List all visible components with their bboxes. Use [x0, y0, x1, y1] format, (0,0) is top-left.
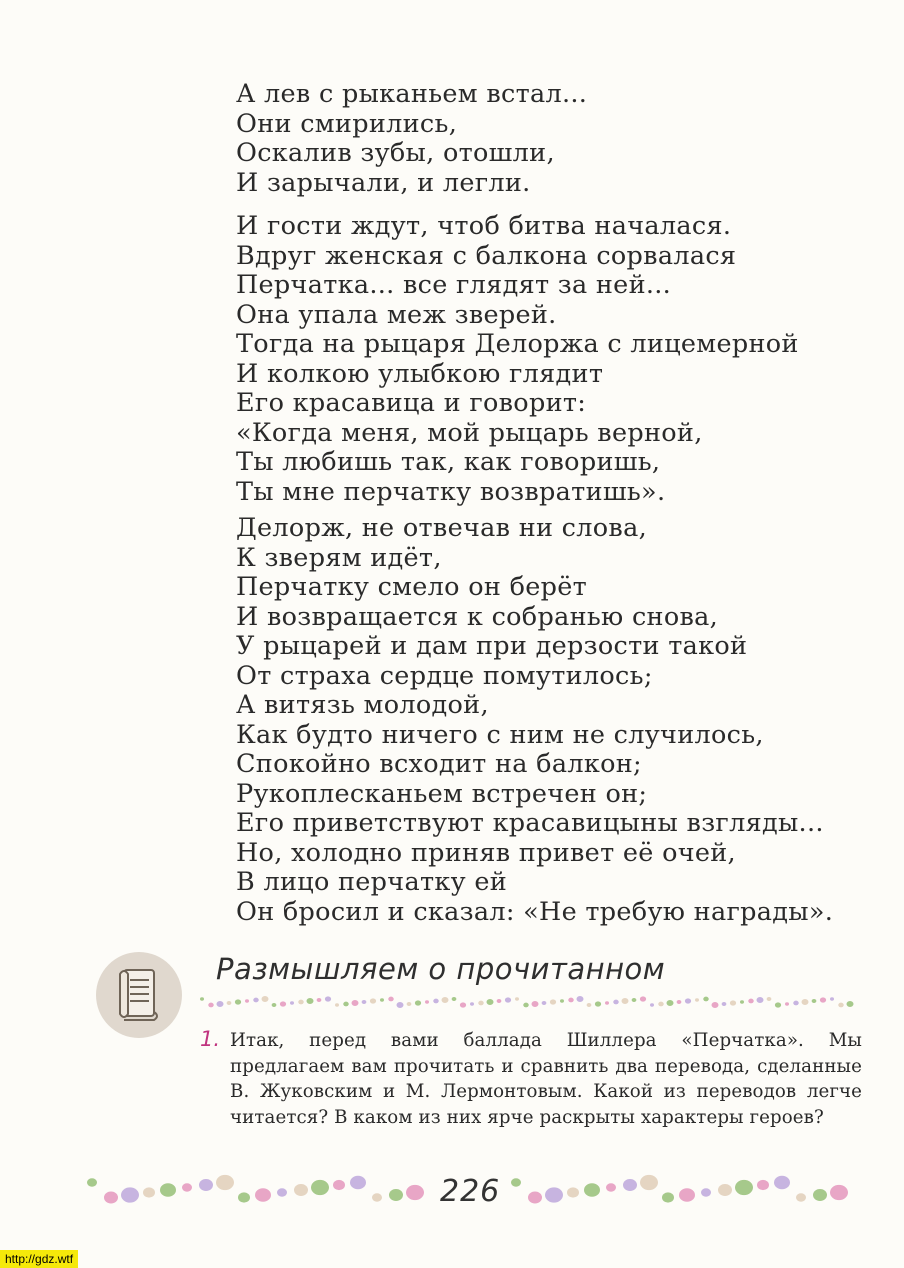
decorative-dot	[255, 1188, 271, 1202]
poem-line: И гости ждут, чтоб битва началася.	[236, 211, 732, 241]
decorative-dot	[442, 997, 449, 1003]
poem-line: Перчатка... все глядят за ней...	[236, 270, 672, 300]
poem-line: Она упала меж зверей.	[236, 299, 557, 330]
decorative-dot	[813, 1189, 827, 1201]
decorative-dot	[640, 996, 646, 1001]
decorative-dot	[397, 1002, 404, 1008]
decorative-dot	[407, 1002, 412, 1006]
decorative-dot	[277, 1188, 287, 1197]
decorative-dot	[718, 1184, 732, 1196]
poem-line: «Когда меня, мой рыцарь верной,	[236, 417, 703, 448]
decorative-dot	[294, 1184, 308, 1196]
decorative-dot	[143, 1187, 155, 1197]
decorative-dot	[216, 1175, 234, 1190]
decorative-dot	[775, 1002, 781, 1007]
poem-stanza-1	[236, 80, 587, 198]
poem-line: Тогда на рыцаря Делоржа с лицемерной	[236, 329, 799, 359]
decorative-dot	[245, 999, 249, 1002]
decorative-dot	[343, 1002, 349, 1007]
poem-line: Но, холодно приняв привет её очей,	[236, 837, 736, 868]
decorative-dot	[352, 1000, 359, 1006]
decorative-dot	[208, 1003, 214, 1008]
footer-dots-right	[510, 1170, 860, 1210]
decorative-dot	[515, 997, 519, 1000]
decorative-dot	[425, 1000, 429, 1003]
decorative-dot	[767, 997, 772, 1001]
decorative-dot	[325, 996, 331, 1001]
decorative-dot	[793, 1001, 799, 1006]
decorative-dot	[722, 1002, 727, 1006]
decorative-dot	[497, 999, 502, 1003]
decorative-dot	[523, 1003, 529, 1008]
poem-line: Рукоплесканьем встречен он;	[236, 778, 648, 809]
poem-line: Делорж, не отвечав ни слова,	[236, 513, 647, 543]
decorative-dot	[505, 997, 511, 1002]
poem-line: Вдруг женская с балкона сорвалася	[236, 240, 737, 271]
poem-line: И колкою улыбкою глядит	[236, 358, 604, 389]
decorative-dot	[511, 1178, 521, 1187]
decorative-dot	[333, 1180, 345, 1190]
decorative-dot	[460, 1002, 466, 1007]
poem-line: Оскалив зубы, отошли,	[236, 138, 555, 168]
decorative-dot	[774, 1176, 790, 1190]
decorative-dot	[584, 1183, 600, 1197]
decorative-dot	[253, 998, 259, 1003]
decorative-dot	[370, 998, 376, 1003]
watermark-link[interactable]: http://gdz.wtf	[0, 1250, 78, 1268]
poem-line: Ты любишь так, как говоришь,	[236, 447, 661, 477]
decorative-dot	[298, 1000, 304, 1005]
poem-line: Он бросил и сказал: «Не требую награды».	[236, 896, 834, 927]
question-number: 1.	[200, 1027, 221, 1051]
decorative-dot	[235, 999, 241, 1004]
decorative-dot	[820, 997, 826, 1002]
decorative-dot	[568, 998, 574, 1003]
decorative-dot	[622, 998, 629, 1004]
poem-line: У рыцарей и дам при дерзости такой	[236, 631, 748, 661]
decorative-dot	[701, 1188, 711, 1197]
question-text: Итак, перед вами баллада Шиллера «Перчатка». Мы предлагаем вам прочитать и сравнить два перевода, сделанные В. Жуковским и М. Лермонтовым. Какой из переводов легче читается? В каком из них ярче раскрыты характеры героев?	[230, 1030, 862, 1128]
decorative-dot	[685, 998, 691, 1003]
decorative-dot	[200, 997, 204, 1000]
decorative-dot	[372, 1193, 382, 1202]
decorative-dot	[757, 1180, 769, 1190]
decorative-dot	[658, 1002, 664, 1007]
decorative-dot	[740, 1000, 744, 1003]
decorative-dot	[528, 1192, 542, 1204]
poem-line: Как будто ничего с ним не случилось,	[236, 719, 764, 750]
decorative-dot	[703, 997, 709, 1002]
decorative-dot	[470, 1002, 474, 1005]
decorative-dot	[802, 999, 809, 1005]
decorative-dot	[335, 1003, 339, 1006]
decorative-dot	[812, 999, 817, 1003]
poem-stanza-2	[236, 212, 799, 507]
decorative-dot	[317, 998, 322, 1002]
decorative-dot	[415, 1000, 421, 1005]
poem-line: Его красавица и говорит:	[236, 388, 587, 418]
poem-line: Перчатку смело он берёт	[236, 572, 588, 602]
poem-line: И возвращается к собранью снова,	[236, 601, 719, 632]
decorative-dot	[606, 1183, 616, 1192]
decorative-dot	[478, 1001, 484, 1006]
poem-line: А лев с рыканьем встал...	[236, 79, 588, 109]
poem-line: Они смирились,	[236, 108, 458, 139]
decorative-dots-divider	[196, 994, 856, 1010]
decorative-dot	[830, 997, 834, 1000]
decorative-dot	[595, 1001, 601, 1006]
decorative-dot	[796, 1193, 806, 1202]
scroll-icon	[96, 952, 182, 1038]
decorative-dot	[623, 1179, 637, 1191]
decorative-dot	[182, 1183, 192, 1192]
decorative-dot	[389, 1189, 403, 1201]
decorative-dot	[735, 1180, 753, 1195]
decorative-dot	[567, 1187, 579, 1197]
decorative-dot	[632, 998, 637, 1002]
decorative-dot	[362, 1000, 367, 1004]
poem-line: Ты мне перчатку возвратишь».	[236, 476, 666, 507]
poem-line: А витязь молодой,	[236, 690, 489, 720]
decorative-dot	[388, 997, 394, 1002]
decorative-dot	[679, 1188, 695, 1202]
decorative-dot	[587, 1003, 592, 1007]
decorative-dot	[662, 1192, 674, 1202]
decorative-dot	[613, 1000, 619, 1005]
poem-line: В лицо перчатку ей	[236, 867, 508, 897]
decorative-dot	[542, 1001, 547, 1005]
decorative-dot	[605, 1001, 609, 1004]
poem-line: От страха сердце помутилось;	[236, 660, 653, 691]
page-number: 226	[440, 1174, 501, 1209]
decorative-dot	[748, 999, 754, 1004]
decorative-dot	[838, 1003, 844, 1008]
decorative-dot	[433, 999, 439, 1004]
decorative-dot	[560, 999, 564, 1002]
decorative-dot	[350, 1176, 366, 1190]
decorative-dot	[545, 1187, 563, 1202]
decorative-dot	[532, 1001, 539, 1007]
decorative-dot	[757, 997, 764, 1003]
decorative-dot	[640, 1175, 658, 1190]
decorative-dot	[121, 1187, 139, 1202]
decorative-dot	[160, 1183, 176, 1197]
decorative-dot	[550, 999, 556, 1004]
footer-dots-left	[86, 1170, 426, 1210]
decorative-dot	[280, 1001, 286, 1006]
decorative-dot	[199, 1179, 213, 1191]
decorative-dot	[695, 998, 699, 1001]
decorative-dot	[487, 999, 494, 1005]
decorative-dot	[830, 1185, 848, 1200]
decorative-dot	[677, 1000, 682, 1004]
decorative-dot	[262, 996, 269, 1002]
decorative-dot	[104, 1192, 118, 1204]
decorative-dot	[217, 1001, 224, 1007]
decorative-dot	[227, 1001, 232, 1005]
decorative-dot	[307, 998, 314, 1004]
poem-line: Спокойно всходит на балкон;	[236, 749, 642, 779]
decorative-dot	[785, 1002, 789, 1005]
poem-line: К зверям идёт,	[236, 542, 442, 573]
decorative-dot	[380, 998, 384, 1001]
decorative-dot	[667, 1000, 674, 1006]
decorative-dot	[577, 996, 584, 1002]
decorative-dot	[712, 1002, 719, 1008]
decorative-dot	[452, 997, 457, 1001]
decorative-dot	[406, 1185, 424, 1200]
decorative-dot	[847, 1001, 854, 1007]
decorative-dot	[650, 1003, 654, 1006]
decorative-dot	[272, 1003, 277, 1007]
poem-line: И зарычали, и легли.	[236, 167, 531, 198]
section-title: Размышляем о прочитанном	[216, 952, 666, 986]
poem-stanza-3	[236, 514, 833, 927]
decorative-dot	[730, 1000, 736, 1005]
decorative-dot	[238, 1192, 250, 1202]
poem-line: Его приветствуют красавицыны взгляды...	[236, 808, 824, 838]
decorative-dot	[87, 1178, 97, 1187]
decorative-dot	[311, 1180, 329, 1195]
decorative-dot	[290, 1001, 294, 1004]
